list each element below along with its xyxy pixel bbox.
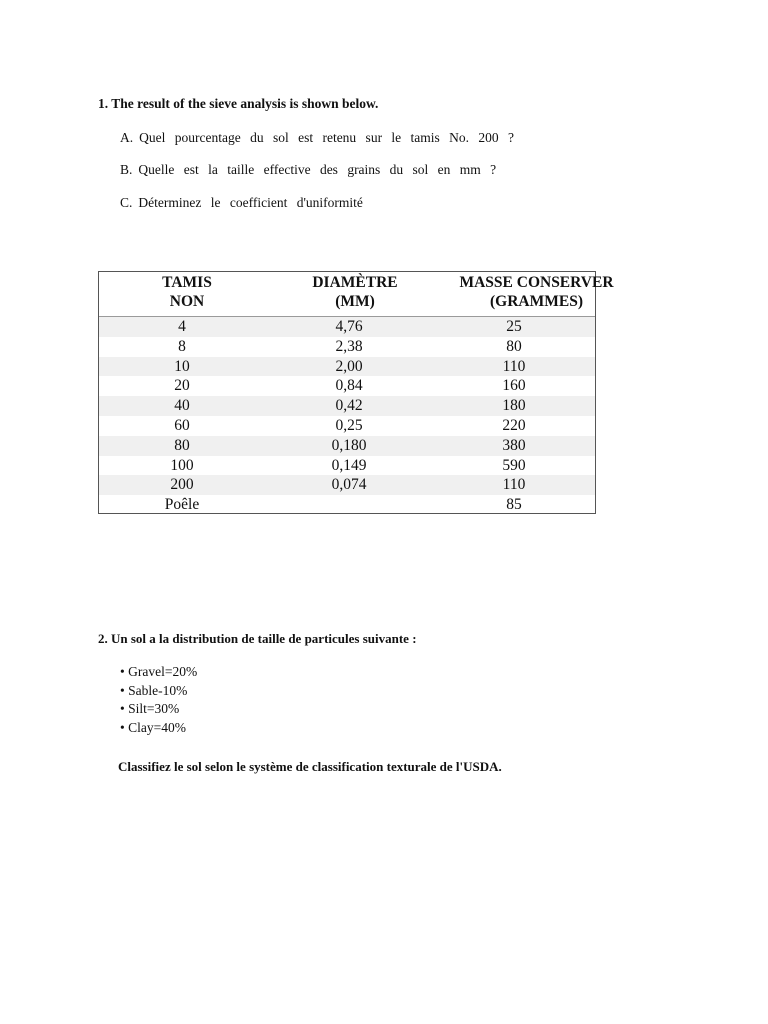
table-row — [99, 456, 595, 476]
cell-sieve: 40 — [174, 397, 190, 415]
cell-sieve: 20 — [174, 377, 190, 395]
subquestion-b — [120, 162, 496, 178]
cell-sieve: 60 — [174, 416, 190, 434]
cell-sieve: 10 — [174, 357, 190, 375]
cell-sieve: 200 — [170, 476, 194, 494]
header-diameter-line1: DIAMÈTRE — [312, 274, 398, 291]
cell-sieve: Poêle — [164, 496, 200, 514]
header-sieve-line1: TAMIS — [162, 274, 212, 291]
subquestion-b-text: Quelle est la taille effective des grains du sol en mm ? — [138, 162, 497, 177]
sieve-analysis-table — [98, 271, 614, 514]
header-mass-line1: MASSE CONSERVER — [459, 274, 614, 291]
question-2-title: 2. Un sol a la distribution de taille de particules suivante : — [98, 631, 417, 646]
cell-diameter: 0,25 — [335, 416, 363, 434]
cell-mass: 25 — [506, 318, 522, 335]
subquestion-c — [120, 195, 363, 211]
subquestion-a — [120, 130, 514, 146]
subquestion-c-letter: C. — [120, 195, 133, 210]
list-item: • Sable-10% — [120, 682, 188, 698]
cell-mass: 110 — [502, 476, 526, 494]
particle-distribution-list — [120, 663, 197, 738]
cell-mass: 80 — [506, 337, 522, 355]
cell-sieve: 4 — [178, 318, 186, 335]
cell-diameter: 2,38 — [335, 337, 363, 355]
cell-sieve: 100 — [170, 456, 194, 474]
header-sieve — [137, 273, 237, 311]
table-row — [99, 416, 595, 436]
list-item: • Silt=30% — [120, 701, 180, 717]
cell-diameter: 0,42 — [335, 397, 363, 415]
table-row — [99, 357, 595, 377]
table-row — [99, 337, 595, 357]
header-diameter — [305, 273, 405, 311]
subquestion-a-text: Quel pourcentage du sol est retenu sur le tamis No. 200 ? — [139, 130, 515, 145]
cell-diameter: 0,149 — [331, 456, 367, 474]
header-mass-line2: (GRAMMES) — [490, 293, 583, 310]
table-row — [99, 495, 595, 515]
cell-diameter: 4,76 — [335, 318, 363, 335]
header-mass — [449, 273, 624, 311]
cell-mass: 590 — [502, 456, 526, 474]
cell-mass: 380 — [502, 436, 526, 454]
table-row — [99, 317, 595, 337]
subquestion-b-letter: B. — [120, 162, 133, 177]
subquestion-a-letter: A. — [120, 130, 134, 145]
table-header — [99, 272, 614, 317]
table-row — [99, 475, 595, 495]
cell-diameter: 0,84 — [335, 377, 363, 395]
cell-sieve: 80 — [174, 436, 190, 454]
cell-diameter: 2,00 — [335, 357, 363, 375]
list-item: • Clay=40% — [120, 720, 186, 736]
table-row — [99, 436, 595, 456]
cell-mass: 180 — [502, 397, 526, 415]
cell-mass: 85 — [506, 496, 522, 514]
cell-mass: 220 — [502, 416, 526, 434]
table-row — [99, 396, 595, 416]
cell-mass: 160 — [502, 377, 526, 395]
list-item: • Gravel=20% — [120, 664, 198, 679]
cell-diameter: 0,074 — [331, 476, 367, 494]
question-1-title: 1. The result of the sieve analysis is shown below. — [98, 96, 379, 111]
subquestion-c-text: Déterminez le coefficient d'uniformité — [138, 195, 363, 210]
cell-diameter: 0,180 — [331, 436, 367, 454]
table-row — [99, 376, 595, 396]
header-diameter-line2: (MM) — [335, 293, 375, 310]
cell-mass: 110 — [502, 357, 526, 375]
cell-sieve: 8 — [178, 337, 186, 355]
header-sieve-line2: NON — [169, 293, 205, 310]
classification-instruction: Classifiez le sol selon le système de classification texturale de l'USDA. — [118, 759, 502, 774]
